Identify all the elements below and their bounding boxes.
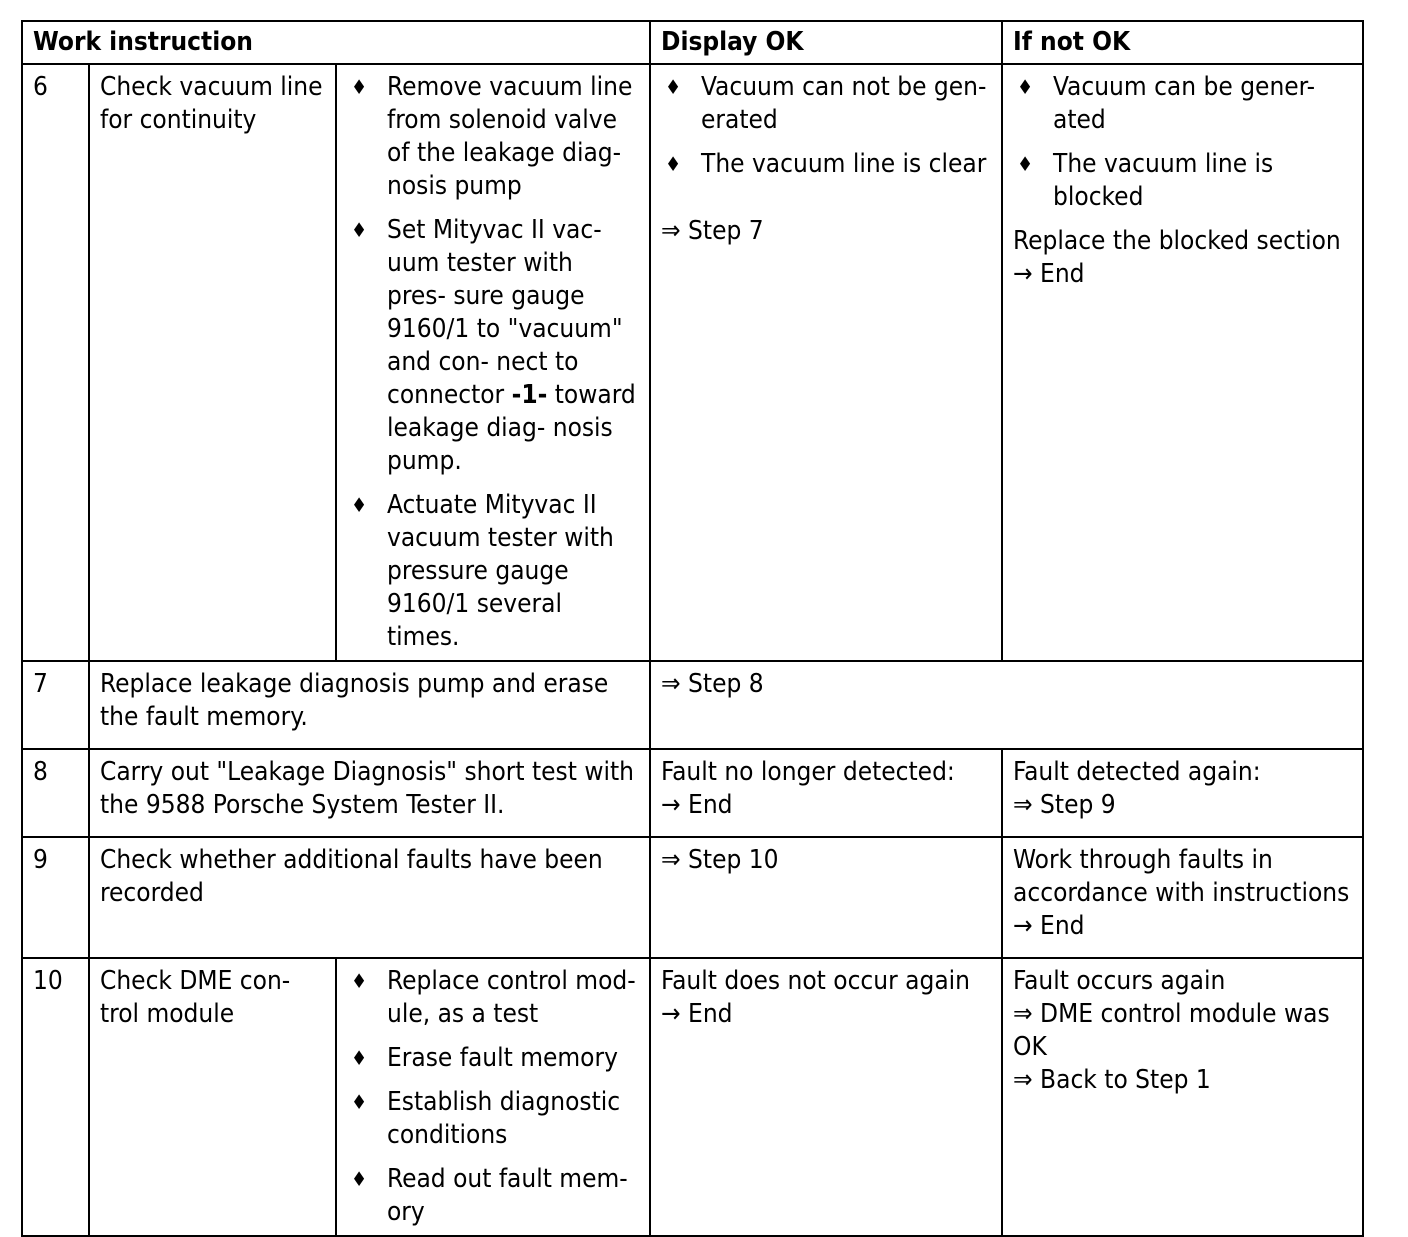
table-row-step-6 xyxy=(22,64,1363,661)
step-actions xyxy=(336,958,650,1236)
display-ok-cell: ⇒ Step 8 xyxy=(650,661,1363,749)
list-item xyxy=(347,214,639,478)
not-ok-next: → End xyxy=(1013,259,1085,289)
diamond-bullet-icon: ♦ xyxy=(1017,152,1034,176)
next-step-link: ⇒ Step 7 xyxy=(661,216,764,246)
step-number: 8 xyxy=(22,749,89,837)
diamond-bullet-icon: ♦ xyxy=(351,75,368,99)
diamond-bullet-icon: ♦ xyxy=(351,969,368,993)
step-title xyxy=(89,64,336,661)
next-step-link: → End xyxy=(661,790,733,820)
action-list xyxy=(347,71,639,654)
action-text: Erase fault memory xyxy=(387,1043,618,1073)
diamond-bullet-icon: ♦ xyxy=(351,1167,368,1191)
step-title-line: for continuity xyxy=(100,105,257,135)
action-text: Actuate Mityvac II vacuum tester with pressure gauge 9160/1 several times. xyxy=(387,490,614,652)
diamond-bullet-icon: ♦ xyxy=(351,493,368,517)
action-text: Set Mityvac II vac- uum tester with pres- sure gauge 9160/1 to "vacuum" and con- nect to connector xyxy=(387,215,623,410)
action-text: Establish diagnostic conditions xyxy=(387,1087,621,1150)
list-item xyxy=(1013,148,1352,214)
diamond-bullet-icon: ♦ xyxy=(665,152,682,176)
not-ok-cell xyxy=(1002,749,1363,837)
not-ok-next: ⇒ Step 9 xyxy=(1013,790,1116,820)
step-number: 10 xyxy=(22,958,89,1236)
diamond-bullet-icon: ♦ xyxy=(351,1046,368,1070)
action-text-tail: toward leakage diag- nosis pump. xyxy=(387,380,636,476)
not-ok-text: Vacuum can be gener- ated xyxy=(1053,72,1316,135)
work-instruction-table xyxy=(21,20,1364,1237)
not-ok-remedy: Replace the blocked section xyxy=(1013,226,1341,256)
diamond-bullet-icon: ♦ xyxy=(665,75,682,99)
diamond-bullet-icon: ♦ xyxy=(351,1090,368,1114)
not-ok-cell xyxy=(1002,837,1363,958)
not-ok-line: ⇒ DME control module was OK xyxy=(1013,999,1330,1062)
step-number: 7 xyxy=(22,661,89,749)
list-item xyxy=(661,71,991,137)
table-row-step-8 xyxy=(22,749,1363,837)
not-ok-text: The vacuum line is blocked xyxy=(1053,149,1274,212)
table-row-step-9 xyxy=(22,837,1363,958)
not-ok-text: Fault occurs again xyxy=(1013,966,1226,996)
header-if-not-ok: If not OK xyxy=(1002,21,1363,64)
connector-label: -1- xyxy=(511,380,548,410)
step-number: 6 xyxy=(22,64,89,661)
display-ok-cell xyxy=(650,749,1002,837)
table-row-step-10 xyxy=(22,958,1363,1236)
step-instruction: Replace leakage diagnosis pump and erase the fault memory. xyxy=(89,661,650,749)
not-ok-next: → End xyxy=(1013,911,1085,941)
list-item xyxy=(347,1042,639,1075)
header-work-instruction: Work instruction xyxy=(22,21,650,64)
step-number: 9 xyxy=(22,837,89,958)
list-item xyxy=(347,489,639,654)
next-step-link: → End xyxy=(661,999,733,1029)
action-text: Remove vacuum line from solenoid valve of the leakage diag- nosis pump xyxy=(387,72,633,201)
display-ok-list xyxy=(661,71,991,181)
display-ok-cell: ⇒ Step 10 xyxy=(650,837,1002,958)
display-ok-text: Vacuum can not be gen- erated xyxy=(701,72,987,135)
not-ok-text: Fault detected again: xyxy=(1013,757,1261,787)
not-ok-cell xyxy=(1002,958,1363,1236)
display-ok-text: Fault no longer detected: xyxy=(661,757,955,787)
display-ok-cell xyxy=(650,64,1002,661)
header-display-ok: Display OK xyxy=(650,21,1002,64)
not-ok-cell xyxy=(1002,64,1363,661)
diamond-bullet-icon: ♦ xyxy=(351,218,368,242)
table-row-step-7 xyxy=(22,661,1363,749)
step-instruction: Check whether additional faults have been recorded xyxy=(89,837,650,958)
not-ok-next: ⇒ Back to Step 1 xyxy=(1013,1065,1211,1095)
step-instruction: Carry out "Leakage Diagnosis" short test with the 9588 Porsche System Tester II. xyxy=(89,749,650,837)
step-title: Check DME con- trol module xyxy=(89,958,336,1236)
step-title-line: Check vacuum line xyxy=(100,72,323,102)
list-item xyxy=(347,71,639,203)
list-item xyxy=(661,148,991,181)
action-list xyxy=(347,965,639,1229)
action-text: Replace control mod- ule, as a test xyxy=(387,966,636,1029)
list-item xyxy=(347,1163,639,1229)
table-header-row xyxy=(22,21,1363,64)
not-ok-text: Work through faults in accordance with instructions xyxy=(1013,845,1350,908)
display-ok-cell xyxy=(650,958,1002,1236)
step-actions xyxy=(336,64,650,661)
display-ok-text: Fault does not occur again xyxy=(661,966,970,996)
list-item xyxy=(347,1086,639,1152)
not-ok-list xyxy=(1013,71,1352,214)
list-item xyxy=(347,965,639,1031)
action-text: Read out fault mem- ory xyxy=(387,1164,628,1227)
list-item xyxy=(1013,71,1352,137)
display-ok-text: The vacuum line is clear xyxy=(701,149,987,179)
spacer xyxy=(1013,214,1352,225)
diamond-bullet-icon: ♦ xyxy=(1017,75,1034,99)
spacer xyxy=(661,181,991,215)
